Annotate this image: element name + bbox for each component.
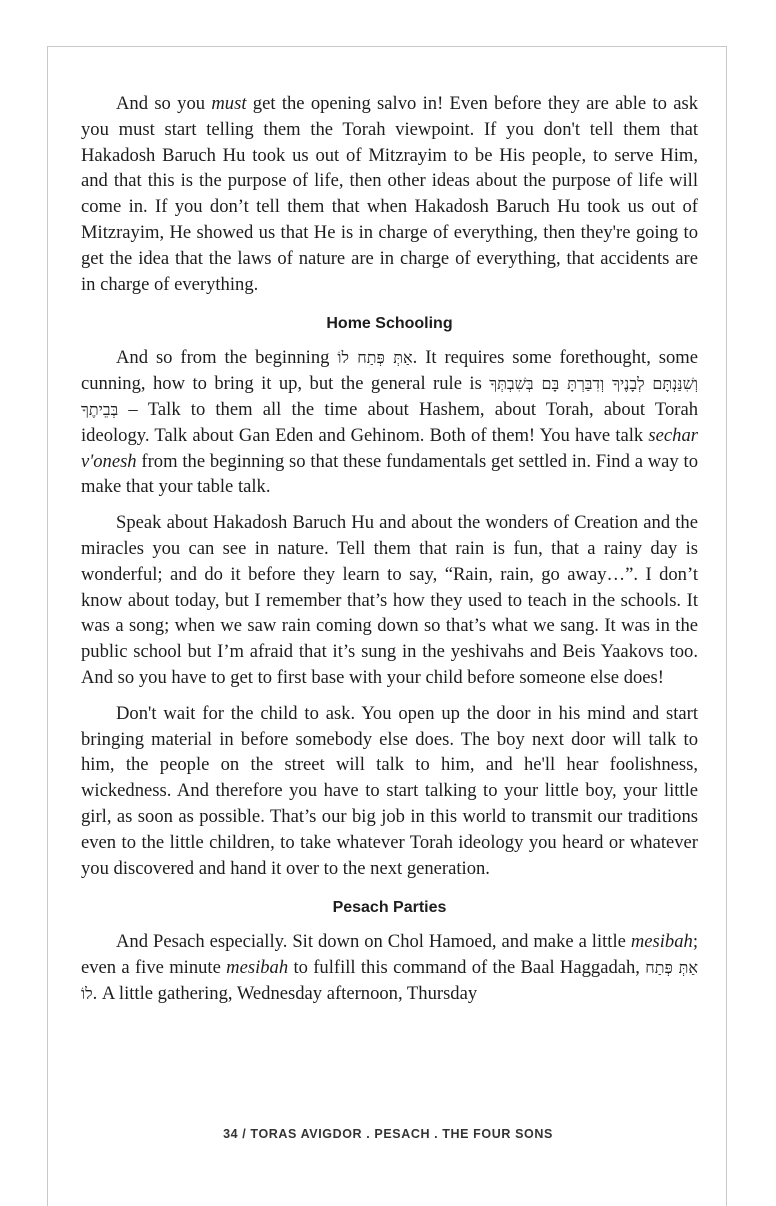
emphasis: sechar v'onesh	[81, 424, 698, 472]
hebrew-verse: וְשִׁנַּנְתָּם לְבָנֶיךָ וְדִבַּרְתָּ בָּם בְּשִׁבְתְּךָ בְּבֵיתֶךָ	[81, 374, 698, 419]
emphasis: must	[211, 93, 247, 114]
page-content	[81, 91, 698, 1017]
hebrew-phrase: אַתְּ פְּתַח לוֹ	[81, 958, 698, 1003]
hebrew-phrase: אַתְּ פְּתַח לוֹ	[337, 348, 413, 368]
page-footer: 34 / TORAS AVIGDOR . PESACH . THE FOUR SONS	[223, 1127, 553, 1141]
paragraph-1: And so you must get the opening salvo in! Even before they are able to ask you must start telling them the Torah viewpoint. If you don't tell them that Hakadosh Baruch Hu took us out of Mitzrayim to be His people, to serve Him, and that this is the purpose of life, then other ideas about the purpose of life will come in. If you don’t tell them that when Hakadosh Baruch Hu took us out of Mitzrayim, He showed us that He is in charge of everything, then they're going to get the idea that the laws of nature are in charge of everything, that accidents are in charge of everything.	[81, 93, 698, 295]
paragraph-5: And Pesach especially. Sit down on Chol Hamoed, and make a little mesibah; even a five minute mesibah to fulfill this command of the Baal Haggadah, אַתְּ פְּתַח לוֹ. A little gathering, Wednesday afternoon, Thursday	[81, 931, 698, 1004]
emphasis: mesibah	[630, 931, 693, 953]
emphasis: mesibah	[226, 957, 289, 979]
book-page	[47, 46, 727, 1206]
section-heading-pesach-parties: Pesach Parties	[332, 899, 447, 917]
paragraph-2: And so from the beginning אַתְּ פְּתַח לוֹ. It requires some forethought, some cunning, how to bring it up, but the general rule is וְשִׁנַּנְתָּם לְבָנֶיךָ וְדִבַּרְתָּ בָּם בְּשִׁבְתְּךָ בְּבֵיתֶךָ – Talk to them all the time about Hashem, about Torah, about Torah ideology. Talk about Gan Eden and Gehinom. Both of them! You have talk sechar v'onesh from the beginning so that these fundamentals get settled in. Find a way to make that your table talk.	[81, 347, 699, 498]
paragraph-4: Don't wait for the child to ask. You open up the door in his mind and start bringing material in before somebody else does. The boy next door will talk to him, the people on the street will talk to him, and he'll hear foolishness, wickedness. And therefore you have to start talking to your little boy, your little girl, as soon as possible. That’s our big job in this world to transmit our traditions even to the little children, to take whatever Torah ideology you heard or whatever you discovered and hand it over to the next generation.	[81, 702, 698, 879]
paragraph-3: Speak about Hakadosh Baruch Hu and about the wonders of Creation and the miracles you can see in nature. Tell them that rain is fun, that a rainy day is wonderful; and do it before they learn to say, “Rain, rain, go away…”. I don’t know about today, but I remember that’s how they used to teach in the schools. It was a song; when we saw rain coming down so that’s what we sang. It was in the public school but I’m afraid that it’s sung in the yeshivahs and Beis Yaakovs too. And so you have to get to first base with your child before someone else does!	[81, 512, 698, 688]
section-heading-home-schooling: Home Schooling	[326, 315, 453, 333]
